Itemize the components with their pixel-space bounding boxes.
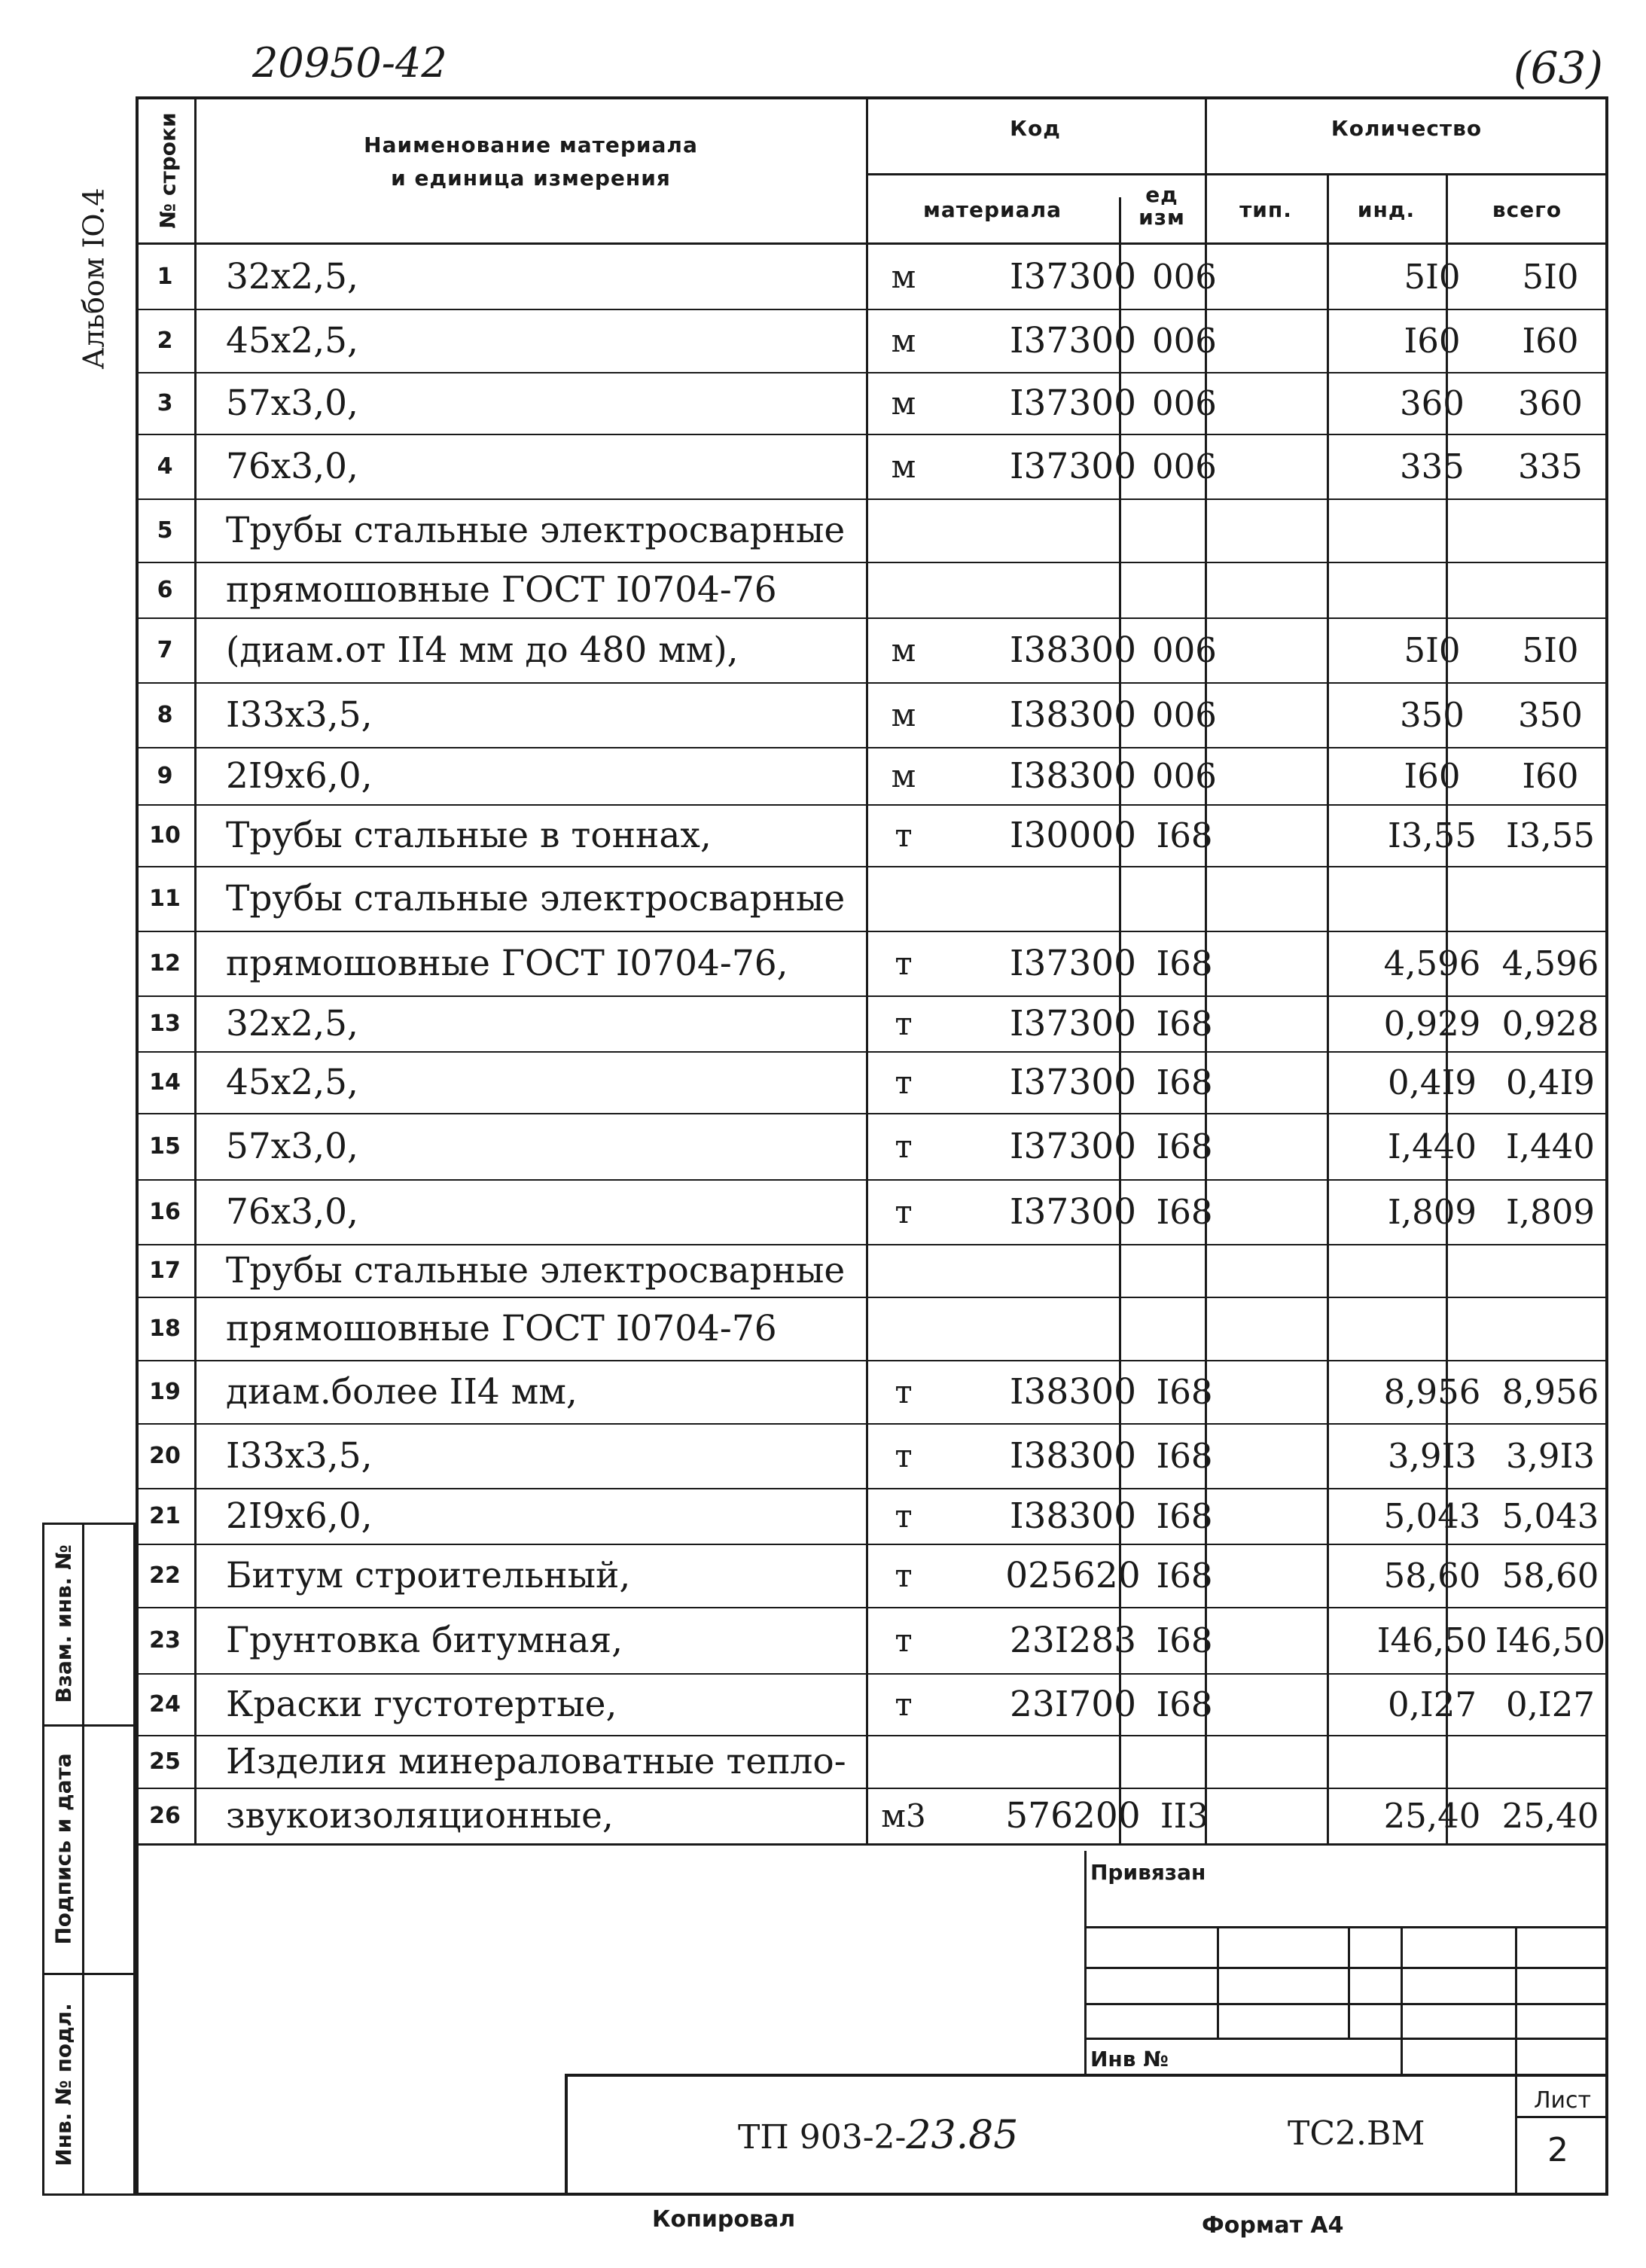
cell-ind: 25,40 — [1383, 1795, 1481, 1836]
row-divider — [136, 804, 1608, 806]
cell-ind: 0,I27 — [1388, 1684, 1477, 1724]
header-subline — [866, 173, 1608, 175]
cell-typ — [1250, 1360, 1372, 1423]
cell-ind: 0,929 — [1383, 1003, 1481, 1044]
header-name-line2: и единица измерения — [391, 166, 671, 191]
cell-code: 025620 — [1005, 1554, 1141, 1596]
table-row — [136, 1788, 1608, 1843]
table-row — [136, 498, 1608, 562]
table-row — [136, 1051, 1608, 1113]
cell-ind — [1372, 866, 1492, 931]
titleblock-col-3 — [1401, 1926, 1403, 2074]
cell-code: I37300 — [1009, 942, 1137, 984]
cell-name: 45x2,5, — [226, 1061, 358, 1103]
cell-uc — [1119, 1244, 1250, 1297]
cell-uc: I68 — [1156, 1495, 1213, 1536]
cell-name: Грунтовка битумная, — [226, 1619, 623, 1661]
cell-ind — [1372, 1297, 1492, 1360]
cell-unit: т — [895, 1497, 913, 1535]
cell-ind: 3,9I3 — [1388, 1435, 1477, 1476]
cell-code: 23I283 — [1009, 1619, 1137, 1661]
cell-typ — [1250, 682, 1372, 747]
table-row — [136, 434, 1608, 498]
table-row — [136, 372, 1608, 434]
cell-n: 16 — [149, 1198, 181, 1225]
cell-n: 4 — [157, 453, 173, 480]
cell-n: 3 — [157, 389, 173, 416]
cell-ind — [1372, 498, 1492, 562]
cell-code: I37300 — [1009, 445, 1137, 487]
table-row — [136, 617, 1608, 682]
cell-total: I46,50 — [1495, 1620, 1606, 1660]
cell-total: 350 — [1518, 694, 1583, 735]
row-divider — [136, 372, 1608, 373]
cell-ind — [1372, 562, 1492, 617]
table-row — [136, 244, 1608, 309]
header-name-line1: Наименование материала — [364, 133, 698, 157]
row-divider — [136, 1607, 1608, 1608]
cell-code: I30000 — [1009, 814, 1137, 856]
cell-name: прямошовные ГОСТ I0704-76 — [226, 1307, 777, 1349]
table-row — [136, 1113, 1608, 1179]
cell-code: I37300 — [1009, 1190, 1137, 1233]
cell-uc: I68 — [1156, 1555, 1213, 1596]
titleblock-col-2 — [1348, 1926, 1350, 2038]
cell-code: I37300 — [1009, 382, 1137, 424]
cell-n: 6 — [157, 576, 173, 603]
titleblock-line-4 — [1084, 2038, 1608, 2040]
cell-uc: I68 — [1156, 1684, 1213, 1724]
cell-total: I,440 — [1506, 1126, 1595, 1166]
cell-code: I38300 — [1009, 1434, 1137, 1477]
cell-name: 76x3,0, — [226, 445, 358, 487]
titleblock-line-3 — [1084, 2003, 1608, 2005]
header-qty-ind: инд. — [1357, 197, 1416, 222]
cell-uc — [1119, 498, 1250, 562]
cell-n: 22 — [149, 1562, 181, 1589]
sheet-number: 2 — [1547, 2131, 1568, 2169]
cell-name: Трубы стальные электросварные — [226, 1249, 846, 1291]
bound-label: Привязан — [1090, 1860, 1206, 1885]
cell-ind: I,809 — [1388, 1191, 1477, 1232]
row-divider — [136, 1051, 1608, 1053]
cell-n: 5 — [157, 517, 173, 544]
row-divider — [136, 747, 1608, 748]
cell-name: I33x3,5, — [226, 1434, 373, 1477]
cell-typ — [1250, 1297, 1372, 1360]
cell-typ — [1250, 309, 1372, 372]
header-code-unit: ед изм — [1138, 182, 1185, 230]
cell-total: 5,043 — [1501, 1495, 1599, 1536]
cell-uc: 006 — [1152, 755, 1217, 796]
table-row — [136, 804, 1608, 866]
cell-unit: т — [895, 1063, 913, 1101]
cell-total: 5I0 — [1522, 629, 1579, 670]
cell-name: 57x3,0, — [226, 1125, 358, 1167]
cell-n: 21 — [149, 1502, 181, 1529]
stamp-original-inv: Инв. № подл. — [50, 2002, 76, 2166]
cell-n: 8 — [157, 701, 173, 728]
cell-n: 7 — [157, 636, 173, 663]
cell-total — [1492, 562, 1608, 617]
cell-typ — [1250, 1607, 1372, 1673]
cell-typ — [1250, 1488, 1372, 1544]
cell-name: прямошовные ГОСТ I0704-76, — [226, 942, 788, 984]
cell-typ — [1250, 747, 1372, 804]
cell-typ — [1250, 1179, 1372, 1244]
cell-uc: I68 — [1156, 1191, 1213, 1232]
cell-uc: I68 — [1156, 1003, 1213, 1044]
cell-uc — [1119, 1735, 1250, 1788]
cell-typ — [1250, 617, 1372, 682]
cell-total: 5I0 — [1522, 256, 1579, 297]
row-divider — [136, 498, 1608, 500]
table-row — [136, 1179, 1608, 1244]
cell-name: Изделия минераловатные тепло- — [226, 1740, 846, 1782]
cell-total: 360 — [1518, 383, 1583, 423]
cell-n: 20 — [149, 1442, 181, 1469]
cell-n: 18 — [149, 1315, 181, 1342]
cell-n: 9 — [157, 762, 173, 789]
cell-uc: I68 — [1156, 1371, 1213, 1412]
row-divider — [136, 1113, 1608, 1114]
cell-name: 2I9x6,0, — [226, 754, 373, 797]
cell-unit: м — [891, 631, 916, 669]
row-divider — [136, 1735, 1608, 1736]
cell-code: I37300 — [1009, 255, 1137, 297]
cell-ind — [1372, 1735, 1492, 1788]
cell-n: 26 — [149, 1802, 181, 1829]
cell-code: I38300 — [1009, 1370, 1137, 1413]
table-row — [136, 1360, 1608, 1423]
cell-code: I38300 — [1009, 694, 1137, 736]
cell-total — [1492, 866, 1608, 931]
row-divider — [136, 1544, 1608, 1545]
cell-n: 19 — [149, 1378, 181, 1405]
cell-typ — [1250, 866, 1372, 931]
sheet-divider — [1515, 2116, 1608, 2118]
cell-uc: 006 — [1152, 383, 1217, 423]
rows-bottom-line — [136, 1843, 1608, 1846]
row-divider — [136, 1423, 1608, 1425]
row-divider — [136, 1673, 1608, 1675]
row-divider — [136, 309, 1608, 310]
table-row — [136, 1488, 1608, 1544]
project-number: ТП 903-2-23.85 — [738, 2113, 1019, 2158]
cell-uc — [1119, 866, 1250, 931]
cell-ind: 8,956 — [1383, 1371, 1481, 1412]
table-row — [136, 1423, 1608, 1488]
cell-name: Трубы стальные электросварные — [226, 877, 846, 919]
cell-ind: 4,596 — [1383, 943, 1481, 983]
cell-uc: I68 — [1156, 1126, 1213, 1166]
cell-ind: 350 — [1400, 694, 1465, 735]
cell-name: 32x2,5, — [226, 1002, 358, 1044]
cell-total: I,809 — [1506, 1191, 1595, 1232]
format-label: Формат А4 — [1202, 2212, 1344, 2239]
cell-uc: 006 — [1152, 256, 1217, 297]
cell-unit: м3 — [881, 1797, 926, 1834]
cell-typ — [1250, 931, 1372, 995]
cell-n: 2 — [157, 327, 173, 354]
cell-unit: т — [895, 1193, 913, 1230]
cell-ind — [1372, 1244, 1492, 1297]
cell-name: Битум строительный, — [226, 1554, 631, 1596]
header-quantity: Количество — [1331, 116, 1483, 141]
cell-ind: 5I0 — [1404, 629, 1461, 670]
cell-code: I38300 — [1009, 754, 1137, 797]
cell-ind: I46,50 — [1376, 1620, 1488, 1660]
header-code: Код — [1010, 116, 1061, 141]
title-main-box — [565, 2074, 1608, 2196]
header-qty-typ: тип. — [1239, 197, 1292, 222]
cell-typ — [1250, 995, 1372, 1051]
table-row — [136, 747, 1608, 804]
cell-name: 32x2,5, — [226, 255, 358, 297]
cell-unit: т — [895, 1685, 913, 1723]
sheet-label: Лист — [1533, 2087, 1592, 2114]
cell-code: 23I700 — [1009, 1683, 1137, 1725]
cell-typ — [1250, 1735, 1372, 1788]
document-code: ТС2.ВМ — [1288, 2114, 1425, 2153]
cell-code: I37300 — [1009, 1125, 1137, 1167]
cell-unit: т — [895, 1373, 913, 1410]
cell-unit: т — [895, 1127, 913, 1165]
cell-typ — [1250, 804, 1372, 866]
cell-uc: 006 — [1152, 629, 1217, 670]
cell-name: звукоизоляционные, — [226, 1794, 614, 1837]
cell-typ — [1250, 244, 1372, 309]
cell-n: 14 — [149, 1068, 181, 1096]
cell-name: прямошовные ГОСТ I0704-76 — [226, 569, 777, 611]
cell-code: I37300 — [1009, 1002, 1137, 1044]
cell-ind: 0,4I9 — [1388, 1062, 1477, 1102]
table-row — [136, 1607, 1608, 1673]
row-divider — [136, 682, 1608, 684]
handwritten-page-number: (63) — [1513, 42, 1604, 93]
titleblock-line-1 — [1084, 1926, 1608, 1928]
row-divider — [136, 1788, 1608, 1789]
cell-name: 45x2,5, — [226, 319, 358, 361]
cell-n: 1 — [157, 263, 173, 290]
cell-total: 25,40 — [1501, 1795, 1599, 1836]
cell-typ — [1250, 1423, 1372, 1488]
cell-typ — [1250, 1788, 1372, 1843]
cell-n: 13 — [149, 1010, 181, 1037]
cell-ind: I60 — [1404, 755, 1461, 796]
cell-total: 4,596 — [1501, 943, 1599, 983]
row-divider — [136, 866, 1608, 867]
cell-total: I60 — [1522, 755, 1579, 796]
header-code-material: материала — [923, 197, 1062, 222]
cell-typ — [1250, 1051, 1372, 1113]
row-divider — [136, 562, 1608, 563]
cell-total: 0,I27 — [1506, 1684, 1595, 1724]
cell-typ — [1250, 1544, 1372, 1607]
cell-unit: м — [891, 322, 916, 359]
row-divider — [136, 995, 1608, 997]
cell-typ — [1250, 562, 1372, 617]
cell-typ — [1250, 1113, 1372, 1179]
row-divider — [136, 1244, 1608, 1245]
inv-no-label: Инв № — [1090, 2047, 1169, 2071]
table-row — [136, 1544, 1608, 1607]
cell-name: Трубы стальные в тоннах, — [226, 814, 712, 856]
cell-total — [1492, 1297, 1608, 1360]
row-divider — [136, 1488, 1608, 1489]
table-row — [136, 1735, 1608, 1788]
cell-uc: 006 — [1152, 694, 1217, 735]
cell-uc — [1119, 1297, 1250, 1360]
cell-total — [1492, 498, 1608, 562]
cell-total: I60 — [1522, 320, 1579, 361]
cell-uc: I68 — [1156, 815, 1213, 855]
cell-uc — [1119, 562, 1250, 617]
stamp-replaced-inv: Взам. инв. № — [50, 1544, 76, 1703]
cell-n: 11 — [149, 885, 181, 912]
row-divider — [136, 617, 1608, 619]
cell-ind: 58,60 — [1383, 1555, 1481, 1596]
cell-name: 76x3,0, — [226, 1190, 358, 1233]
cell-code: I38300 — [1009, 1495, 1137, 1537]
cell-ind: I60 — [1404, 320, 1461, 361]
cell-total: 58,60 — [1501, 1555, 1599, 1596]
cell-unit: т — [895, 1004, 913, 1042]
cell-code: I37300 — [1009, 319, 1137, 361]
cell-total: 0,4I9 — [1506, 1062, 1595, 1102]
header-qty-total: всего — [1492, 197, 1562, 222]
handwritten-doc-number: 20950-42 — [252, 39, 447, 87]
titleblock-line-2 — [1084, 1967, 1608, 1969]
cell-unit: т — [895, 1437, 913, 1474]
cell-total: 335 — [1518, 446, 1583, 486]
cell-name: 2I9x6,0, — [226, 1495, 373, 1537]
cell-n: 15 — [149, 1132, 181, 1160]
cell-uc: II3 — [1160, 1795, 1209, 1836]
cell-ind: 360 — [1400, 383, 1465, 423]
cell-ind: 5I0 — [1404, 256, 1461, 297]
cell-typ — [1250, 498, 1372, 562]
album-label: Альбом IO.4 — [78, 187, 111, 370]
cell-unit: т — [895, 1621, 913, 1659]
cell-code: 576200 — [1005, 1794, 1141, 1837]
table-row — [136, 1673, 1608, 1735]
cell-name: диам.более II4 мм, — [226, 1370, 578, 1413]
titleblock-col-1 — [1217, 1926, 1219, 2038]
cell-unit: т — [895, 816, 913, 854]
cell-n: 25 — [149, 1748, 181, 1775]
table-row — [136, 995, 1608, 1051]
header-row-number: № строки — [155, 111, 181, 229]
table-row — [136, 866, 1608, 931]
row-divider — [136, 931, 1608, 932]
cell-total — [1492, 1735, 1608, 1788]
cell-uc: I68 — [1156, 1062, 1213, 1102]
cell-name: 57x3,0, — [226, 382, 358, 424]
stamp-signature-date: Подпись и дата — [50, 1752, 76, 1945]
cell-typ — [1250, 1673, 1372, 1735]
cell-n: 10 — [149, 822, 181, 849]
cell-unit: м — [891, 696, 916, 733]
table-row — [136, 682, 1608, 747]
cell-total — [1492, 1244, 1608, 1297]
cell-name: Краски густотертые, — [226, 1683, 617, 1725]
cell-typ — [1250, 434, 1372, 498]
cell-name: Трубы стальные электросварные — [226, 509, 846, 551]
table-row — [136, 931, 1608, 995]
titleblock-left-line — [1084, 1851, 1087, 2077]
table-row — [136, 1244, 1608, 1297]
cell-ind: 335 — [1400, 446, 1465, 486]
row-divider — [136, 434, 1608, 435]
cell-name: I33x3,5, — [226, 694, 373, 736]
cell-ind: I,440 — [1388, 1126, 1477, 1166]
cell-ind: 5,043 — [1383, 1495, 1481, 1536]
row-divider — [136, 1297, 1608, 1298]
cell-total: 0,928 — [1501, 1003, 1599, 1044]
cell-total: I3,55 — [1506, 815, 1595, 855]
row-divider — [136, 1179, 1608, 1181]
cell-n: 17 — [149, 1257, 181, 1284]
copied-label: Копировал — [652, 2206, 796, 2233]
cell-name: (диам.от II4 мм до 480 мм), — [226, 629, 739, 671]
table-row — [136, 562, 1608, 617]
cell-uc: 006 — [1152, 446, 1217, 486]
cell-n: 12 — [149, 950, 181, 977]
cell-total: 3,9I3 — [1506, 1435, 1595, 1476]
cell-unit: м — [891, 447, 916, 485]
cell-uc: I68 — [1156, 943, 1213, 983]
cell-n: 23 — [149, 1626, 181, 1654]
cell-uc: I68 — [1156, 1620, 1213, 1660]
cell-n: 24 — [149, 1690, 181, 1718]
cell-code: I37300 — [1009, 1061, 1137, 1103]
cell-typ — [1250, 372, 1372, 434]
cell-unit: м — [891, 384, 916, 422]
cell-ind: I3,55 — [1388, 815, 1477, 855]
row-divider — [136, 1360, 1608, 1361]
table-row — [136, 309, 1608, 372]
cell-typ — [1250, 1244, 1372, 1297]
cell-unit: м — [891, 757, 916, 794]
cell-unit: т — [895, 944, 913, 982]
cell-unit: м — [891, 258, 916, 295]
cell-total: 8,956 — [1501, 1371, 1599, 1412]
cell-code: I38300 — [1009, 629, 1137, 671]
cell-uc: I68 — [1156, 1435, 1213, 1476]
table-row — [136, 1297, 1608, 1360]
cell-uc: 006 — [1152, 320, 1217, 361]
cell-unit: т — [895, 1556, 913, 1594]
